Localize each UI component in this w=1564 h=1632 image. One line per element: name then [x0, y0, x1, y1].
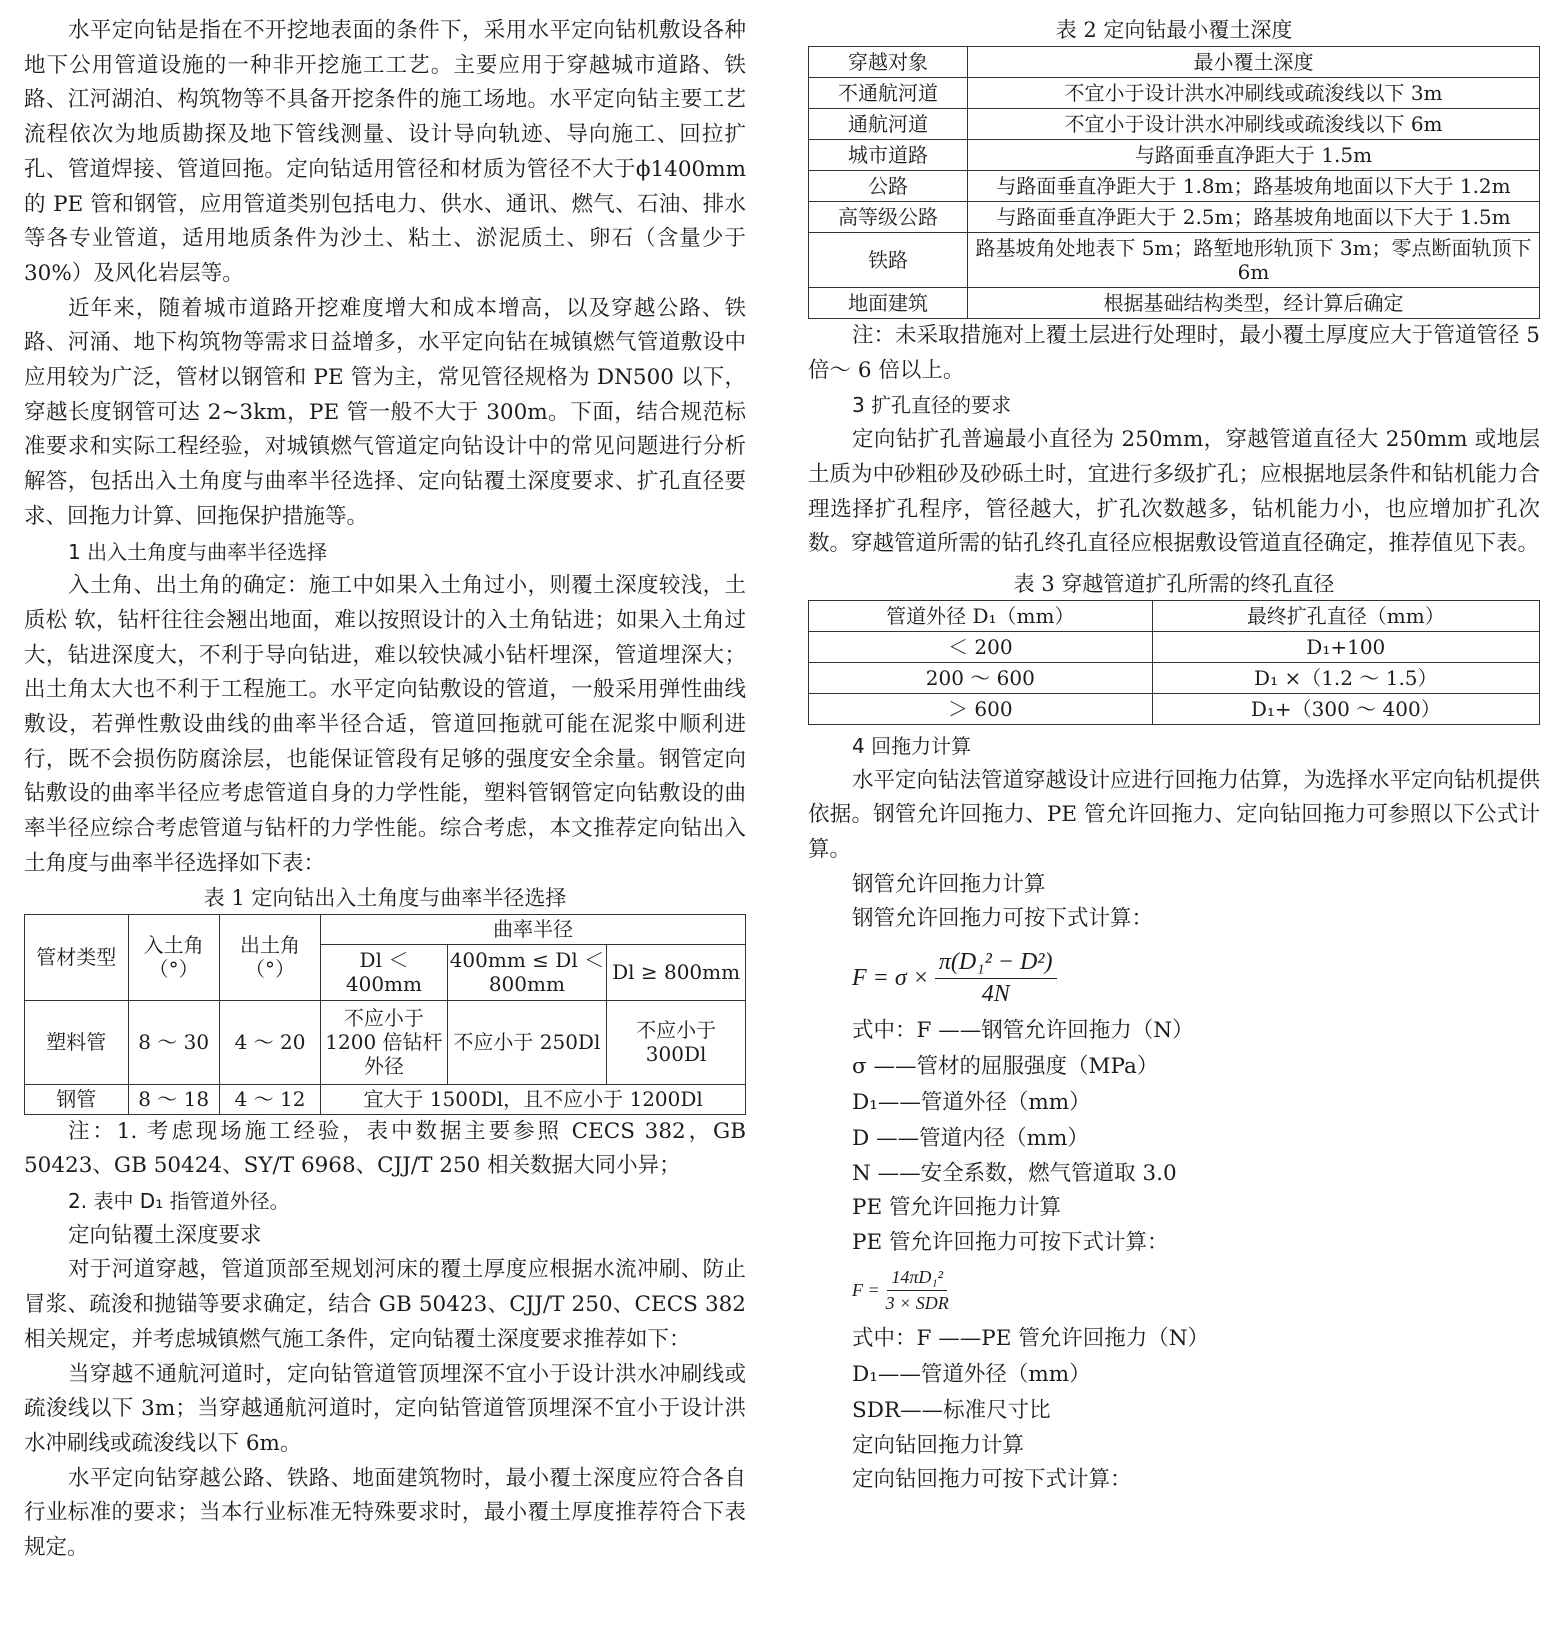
table-cell: 地面建筑 [809, 288, 968, 319]
definition-D1: D₁——管道外径（mm） [852, 1090, 1091, 1116]
table2-note: 注：未采取措施对上覆土层进行处理时，最小覆土厚度应大于管道管径 5 倍～ 6 倍以上。 [808, 323, 1540, 383]
formula-numerator: π(D₁² − D²) [935, 949, 1057, 979]
table-row [809, 631, 1540, 662]
steel-pullback-intro: 钢管允许回拖力可按下式计算： [852, 906, 1154, 932]
table-min-cover-depth [808, 46, 1540, 319]
table1-header-type: 管材类型 [25, 914, 129, 1000]
formula-denominator: 3 × SDR [885, 1293, 949, 1314]
table2-caption: 表 2 定向钻最小覆土深度 [1055, 18, 1293, 42]
table1-header-r1: Dl ＜ 400mm [321, 944, 447, 1000]
table-cell: 不应小于 250Dl [447, 1000, 607, 1084]
table-cell: 不通航河道 [809, 78, 968, 109]
table-cell: 高等级公路 [809, 202, 968, 233]
table-angles-radius [24, 914, 746, 1115]
table1-header-exit: 出土角（°） [219, 914, 321, 1000]
table-cell: 城市道路 [809, 140, 968, 171]
right-column [808, 14, 1540, 1498]
table3-header-final: 最终扩孔直径（mm） [1152, 600, 1539, 631]
formula-steel-pullback [808, 943, 1540, 1013]
table-row [809, 78, 1540, 109]
table-cell: 通航河道 [809, 109, 968, 140]
table2-header-depth: 最小覆土深度 [968, 47, 1540, 78]
table1-header-entry: 入土角（°） [128, 914, 219, 1000]
table-row [809, 662, 1540, 693]
paragraph-background: 近年来，随着城市道路开挖难度增大和成本增高，以及穿越公路、铁路、河涌、地下构筑物等需求日益增多，水平定向钻在城镇燃气管道敷设中应用较为广泛，管材以钢管和 PE 管为主，常见管径规格为 DN500 以下，穿越长度钢管可达 2~3km，PE 管一般不大于 300m。下面，结合规范标准要求和实际工程经验，对城镇燃气管道定向钻设计中的常见问题进行分析解答，包括出入土角度与曲率半径选择、定向钻覆土深度要求、扩孔直径要求、回拖力计算、回拖保护措施等。 [24, 295, 746, 529]
table-cell: 路基坡角处地表下 5m；路堑地形轨顶下 3m；零点断面轨顶下 6m [968, 233, 1540, 288]
left-column [24, 14, 746, 1566]
table-row [809, 202, 1540, 233]
table-cell: 宜大于 1500Dl，且不应小于 1200Dl [321, 1084, 746, 1114]
table-cell: D₁+（300 ～ 400） [1152, 693, 1539, 724]
steel-pullback-title: 钢管允许回拖力计算 [852, 871, 1046, 897]
table2-header-object: 穿越对象 [809, 47, 968, 78]
paragraph-navigable: 当穿越不通航河道时，定向钻管道管顶埋深不宜小于设计洪水冲刷线或疏浚线以下 3m；当穿越通航河道时，定向钻管道管顶埋深不宜小于设计洪水冲刷线或疏浚线以下 6m。 [24, 1361, 746, 1456]
section-heading-4: 4 回拖力计算 [852, 733, 972, 758]
paragraph-pullback: 水平定向钻法管道穿越设计应进行回拖力估算，为选择水平定向钻机提供依据。钢管允许回拖力、PE 管允许回拖力、定向钻回拖力可参照以下公式计算。 [808, 767, 1541, 863]
table-cell: ＜ 200 [809, 631, 1153, 662]
subheading-cover-depth: 定向钻覆土深度要求 [68, 1222, 262, 1248]
table-cell: 塑料管 [25, 1000, 129, 1084]
definition-SDR: SDR——标准尺寸比 [852, 1397, 1051, 1423]
table-cell: 不应小于 300Dl [607, 1000, 746, 1084]
table-cell: 与路面垂直净距大于 1.8m；路基坡角地面以下大于 1.2m [968, 171, 1540, 202]
table-row [809, 288, 1540, 319]
table1-header-r2: 400mm ≤ Dl ＜ 800mm [447, 944, 607, 1000]
definition-F-pe: 式中：F ——PE 管允许回拖力（N） [852, 1325, 1210, 1351]
table1-header-radius: 曲率半径 [321, 914, 746, 944]
table-cell: 铁路 [809, 233, 968, 288]
paragraph-roads: 水平定向钻穿越公路、铁路、地面建筑物时，最小覆土深度应符合各自行业标准的要求；当本行业标准无特殊要求时，最小覆土厚度推荐符合下表规定。 [24, 1465, 746, 1561]
table-cell: D₁+100 [1152, 631, 1539, 662]
table-cell: 与路面垂直净距大于 1.5m [968, 140, 1540, 171]
paragraph-reaming: 定向钻扩孔普遍最小直径为 250mm，穿越管道直径大 250mm 或地层土质为中砂粗砂及砂砾土时，宜进行多级扩孔；应根据地层条件和钻机能力合理选择扩孔程序，管径越大，扩孔次数越多，钻机能力小，也应增加扩孔次数。穿越管道所需的钻孔终孔直径应根据敷设管道直径确定，推荐值见下表。 [808, 427, 1540, 557]
formula-numerator: 14πD₁² [887, 1267, 947, 1291]
formula-denominator: 4N [981, 980, 1010, 1007]
formula-lhs: F = [852, 1280, 880, 1301]
table-cell: 4 ～ 20 [219, 1000, 321, 1084]
table-row [809, 140, 1540, 171]
table-row [809, 233, 1540, 288]
table-row [809, 171, 1540, 202]
definition-D: D ——管道内径（mm） [852, 1126, 1089, 1152]
table1-note-2: 2. 表中 D₁ 指管道外径。 [68, 1188, 290, 1213]
table-cell: 200 ～ 600 [809, 662, 1153, 693]
paragraph-angles: 入土角、出土角的确定：施工中如果入土角过小，则覆土深度较浅，土质松 软，钻杆往往会翘出地面，难以按照设计的入土角钻进；如果入土角过大，钻进深度大，不利于导向钻进，难以较快减小钻杆埋深，管道埋深大；出土角太大也不利于工程施工。水平定向钻敷设的管道，一般采用弹性曲线敷设，若弹性敷设曲线的曲率半径合适，管道回拖就可能在泥浆中顺利进行，既不会损伤防腐涂层，也能保证管段有足够的强度安全余量。钢管定向钻敷设的曲率半径应考虑管道自身的力学性能，塑料管钢管定向钻敷设的曲率半径应综合考虑管道与钻杆的力学性能。综合考虑，本文推荐定向钻出入土角度与曲率半径选择如下表： [24, 573, 746, 876]
definition-N: N ——安全系数，燃气管道取 3.0 [852, 1161, 1177, 1187]
pe-pullback-title: PE 管允许回拖力计算 [852, 1195, 1061, 1221]
formula-lhs: F = σ × [852, 964, 929, 991]
table-cell: 8 ～ 18 [128, 1084, 219, 1114]
definition-D1-pe: D₁——管道外径（mm） [852, 1361, 1091, 1387]
table-cell: D₁ ×（1.2 ～ 1.5） [1152, 662, 1539, 693]
table-cell: 不应小于 1200 倍钻杆外径 [321, 1000, 447, 1084]
table-cell: 4 ～ 12 [219, 1084, 321, 1114]
table-cell: 不宜小于设计洪水冲刷线或疏浚线以下 6m [968, 109, 1540, 140]
table-row [25, 1000, 746, 1084]
table3-caption: 表 3 穿越管道扩孔所需的终孔直径 [1013, 571, 1335, 596]
table-cell: ＞ 600 [809, 693, 1153, 724]
formula-fraction [886, 1267, 949, 1314]
formula-fraction [935, 949, 1057, 1008]
table-cell: 8 ～ 30 [128, 1000, 219, 1084]
table-row [809, 693, 1540, 724]
table1-note-1: 注：1. 考虑现场施工经验，表中数据主要参照 CECS 382，GB 50423、GB 50424、SY/T 6968、CJJ/T 250 相关数据大同小异； [24, 1118, 746, 1179]
table-cell: 公路 [809, 171, 968, 202]
table1-header-r3: Dl ≥ 800mm [607, 944, 746, 1000]
hdd-pullback-title: 定向钻回拖力计算 [852, 1432, 1025, 1458]
table-row [25, 1084, 746, 1114]
pe-pullback-intro: PE 管允许回拖力可按下式计算： [852, 1229, 1169, 1255]
table-cell: 与路面垂直净距大于 2.5m；路基坡角地面以下大于 1.5m [968, 202, 1540, 233]
section-heading-3: 3 扩孔直径的要求 [852, 393, 1012, 418]
paragraph-intro: 水平定向钻是指在不开挖地表面的条件下，采用水平定向钻机敷设各种地下公用管道设施的一种非开挖施工工艺。主要应用于穿越城市道路、铁路、江河湖泊、构筑物等不具备开挖条件的施工场地。水平定向钻主要工艺流程依次为地质勘探及地下管线测量、设计导向轨迹、导向施工、回拉扩孔、管道焊接、管道回拖。定向钻适用管径和材质为管径不大于ϕ1400mm 的 PE 管和钢管，应用管道类别包括电力、供水、通讯、燃气、石油、排水等各专业管道，适用地质条件为沙土、粘土、淤泥质土、卵石（含量少于 30%）及风化岩层等。 [24, 18, 746, 286]
table-cell: 根据基础结构类型，经计算后确定 [968, 288, 1540, 319]
section-heading-1: 1 出入土角度与曲率半径选择 [68, 539, 328, 564]
paragraph-river: 对于河道穿越，管道顶部至规划河床的覆土厚度应根据水流冲刷、防止冒浆、疏浚和抛锚等要求确定，结合 GB 50423、CJJ/T 250、CECS 382 相关规定，并考虑城镇燃气施工条件，定向钻覆土深度要求推荐如下： [24, 1257, 746, 1352]
table-cell: 不宜小于设计洪水冲刷线或疏浚线以下 3m [968, 78, 1540, 109]
table3-header-od: 管道外径 D₁（mm） [809, 600, 1153, 631]
definition-F: 式中：F ——钢管允许回拖力（N） [852, 1018, 1194, 1044]
formula-pe-pullback [808, 1261, 1540, 1321]
table-cell: 钢管 [25, 1084, 129, 1114]
hdd-pullback-intro: 定向钻回拖力可按下式计算： [852, 1467, 1132, 1493]
definition-sigma: σ ——管材的屈服强度（MPa） [852, 1054, 1159, 1080]
table1-caption: 表 1 定向钻出入土角度与曲率半径选择 [203, 885, 567, 910]
table-row [809, 109, 1540, 140]
table-final-hole-diameter [808, 600, 1540, 725]
